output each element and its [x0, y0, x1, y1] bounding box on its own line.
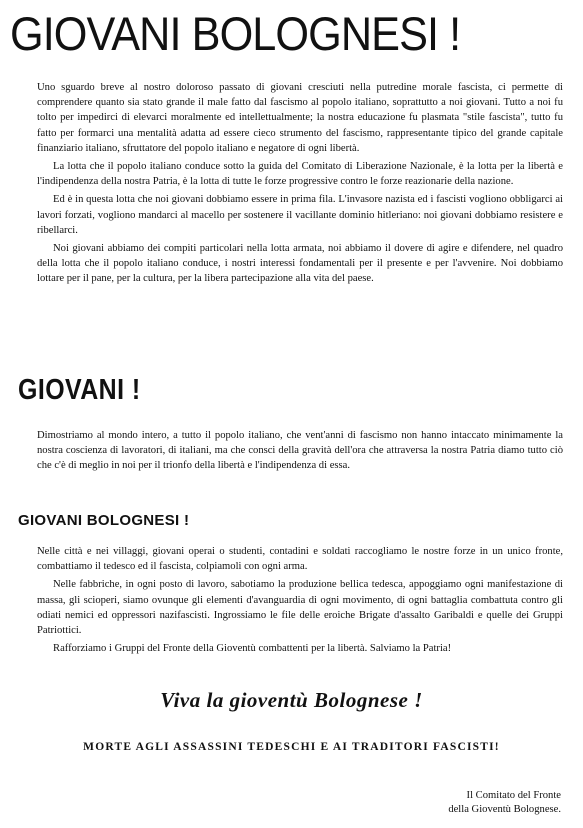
bolognesi-paragraph: Nelle città e nei villaggi, giovani operai o studenti, contadini e soldati raccogliamo le nostre forze in un unico fronte, combattiamo il tedesco ed il fascista, colpiamoli con ogni arma.: [37, 546, 563, 573]
intro-section: [37, 80, 563, 290]
intro-paragraph: La lotta che il popolo italiano conduce sotto la guida del Comitato di Liberazione Nazionale, è la lotta per la libertà e l'indipendenza della nostra Patria, è la lotta di tutte le forze progressive contro le forze reazionarie della nazione.: [37, 161, 563, 188]
slogan-morte: MORTE AGLI ASSASSINI TEDESCHI E AI TRADITORI FASCISTI!: [83, 741, 500, 753]
slogan-viva: Viva la gioventù Bolognese !: [160, 688, 423, 712]
intro-paragraph: Uno sguardo breve al nostro doloroso passato di giovani cresciuti nella putredine morale fascista, ci permette di comprendere quanto sia stato grande il male fatto dal fascismo al popolo italiano, soprattutto a noi giovani. Tutto a noi fu tolto per impedirci di elevarci moralmente ed intellettualmente; la nostra educazione fu plasmata "stile fascista", tutto fu fatto per formarci una mentalità adatta ad essere cieco strumento del fascismo, rappresentante tipico del grande capitale finanziario italiano, sfruttatore del popolo italiano e negatore di ogni libertà.: [37, 82, 563, 154]
bolognesi-paragraph: Nelle fabbriche, in ogni posto di lavoro, sabotiamo la produzione bellica tedesca, appoggiamo ogni manifestazione di massa, gli scioperi, siamo ovunque gli elementi d'avanguardia di ogni movimento, di ogni battaglia combattuta contro gli odiati nemici ed oppressori nazifascisti. Ingrossiamo le file delle eroiche Brigate d'assalto Garibaldi e quelle dei Gruppi Patriottici.: [37, 579, 563, 637]
intro-paragraph: Ed è in questa lotta che noi giovani dobbiamo essere in prima fila. L'invasore nazista ed i fascisti vogliono obbligarci ai lavori forzati, vogliono mandarci al macello per sostenere il vacillante dominio hitleriano: noi giovani dobbiamo resistere e ribellarci.: [37, 194, 563, 236]
signature-line: Il Comitato del Fronte: [466, 790, 561, 801]
heading-bolognesi: GIOVANI BOLOGNESI !: [18, 512, 190, 529]
giovani-section: [37, 428, 563, 477]
intro-paragraph: Noi giovani abbiamo dei compiti particolari nella lotta armata, noi abbiamo il dovere di agire e difendere, nel quadro della lotta che il popolo italiano conduce, i nostri interessi fondamentali per il presente e per l'avvenire. Noi dobbiamo lottare per il pane, per la cultura, per la libera partecipazione alla vita del paese.: [37, 243, 563, 285]
signature-line: della Gioventù Bolognese.: [448, 804, 561, 815]
heading-giovani: GIOVANI !: [18, 374, 141, 406]
page-title: GIOVANI BOLOGNESI !: [10, 7, 461, 60]
giovani-paragraph: Dimostriamo al mondo intero, a tutto il popolo italiano, che vent'anni di fascismo non hanno intaccato minimamente la nostra coscienza di lavoratori, di italiani, ma che consci della gravità dell'ora che attraversa la nostra Patria diamo tutto ciò che c'è di meglio in noi per il trionfo della libertà e l'indipendenza di essa.: [37, 430, 563, 472]
signature: [448, 789, 561, 817]
bolognesi-paragraph: Rafforziamo i Gruppi del Fronte della Gioventù combattenti per la libertà. Salviamo la Patria!: [53, 643, 452, 655]
bolognesi-section: [37, 544, 563, 659]
